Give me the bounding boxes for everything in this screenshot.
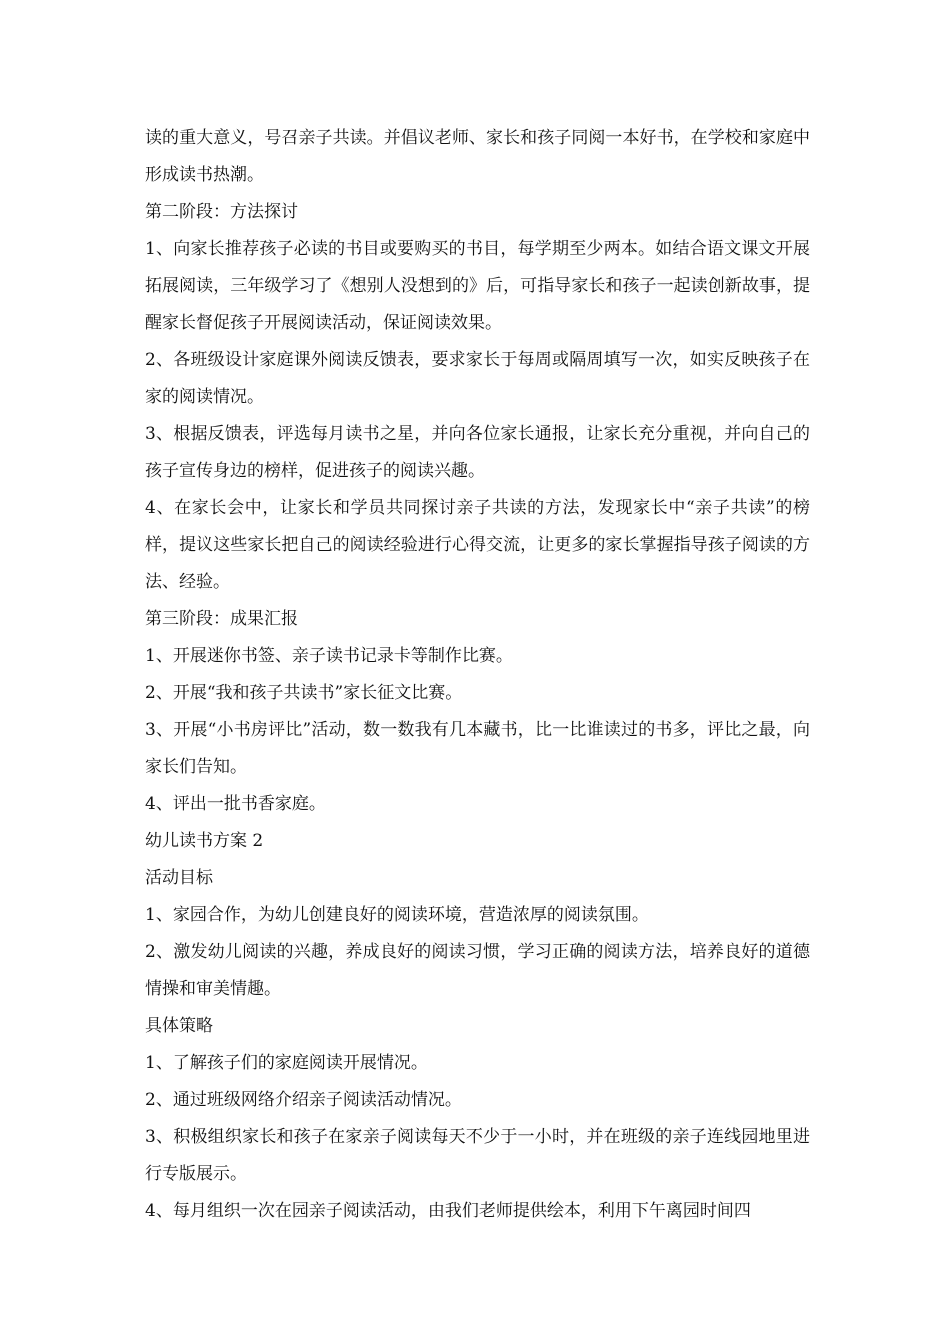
paragraph: 3、积极组织家长和孩子在家亲子阅读每天不少于一小时，并在班级的亲子连线园地里进行专版展示。 [145, 1127, 810, 1184]
paragraph: 2、通过班级网络介绍亲子阅读活动情况。 [145, 1090, 462, 1110]
document-body [145, 120, 810, 1230]
paragraph: 2、激发幼儿阅读的兴趣，养成良好的阅读习惯，学习正确的阅读方法，培养良好的道德情操和审美情趣。 [145, 942, 810, 999]
section-heading: 第三阶段：成果汇报 [145, 609, 298, 629]
section-heading: 幼儿读书方案 2 [145, 831, 264, 851]
paragraph: 2、各班级设计家庭课外阅读反馈表，要求家长于每周或隔周填写一次，如实反映孩子在家的阅读情况。 [145, 350, 810, 407]
paragraph: 1、了解孩子们的家庭阅读开展情况。 [145, 1053, 428, 1073]
paragraph: 1、向家长推荐孩子必读的书目或要购买的书目，每学期至少两本。如结合语文课文开展拓展阅读，三年级学习了《想别人没想到的》后，可指导家长和孩子一起读创新故事，提醒家长督促孩子开展阅读活动，保证阅读效果。 [145, 239, 810, 333]
paragraph: 3、根据反馈表，评选每月读书之星，并向各位家长通报，让家长充分重视，并向自己的孩子宣传身边的榜样，促进孩子的阅读兴趣。 [145, 424, 810, 481]
paragraph: 2、开展“我和孩子共读书”家长征文比赛。 [145, 683, 463, 703]
paragraph: 3、开展“小书房评比”活动，数一数我有几本藏书，比一比谁读过的书多，评比之最，向家长们告知。 [145, 720, 810, 777]
section-heading: 具体策略 [145, 1016, 213, 1036]
paragraph: 1、开展迷你书签、亲子读书记录卡等制作比赛。 [145, 646, 513, 666]
paragraph: 4、每月组织一次在园亲子阅读活动，由我们老师提供绘本，利用下午离园时间四 [145, 1201, 751, 1221]
paragraph: 4、在家长会中，让家长和学员共同探讨亲子共读的方法，发现家长中“亲子共读”的榜样，提议这些家长把自己的阅读经验进行心得交流，让更多的家长掌握指导孩子阅读的方法、经验。 [145, 498, 810, 592]
paragraph: 1、家园合作，为幼儿创建良好的阅读环境，营造浓厚的阅读氛围。 [145, 905, 649, 925]
section-heading: 第二阶段：方法探讨 [145, 202, 298, 222]
paragraph: 读的重大意义，号召亲子共读。并倡议老师、家长和孩子同阅一本好书，在学校和家庭中形成读书热潮。 [145, 128, 810, 185]
section-heading: 活动目标 [145, 868, 213, 888]
paragraph: 4、评出一批书香家庭。 [145, 794, 326, 814]
